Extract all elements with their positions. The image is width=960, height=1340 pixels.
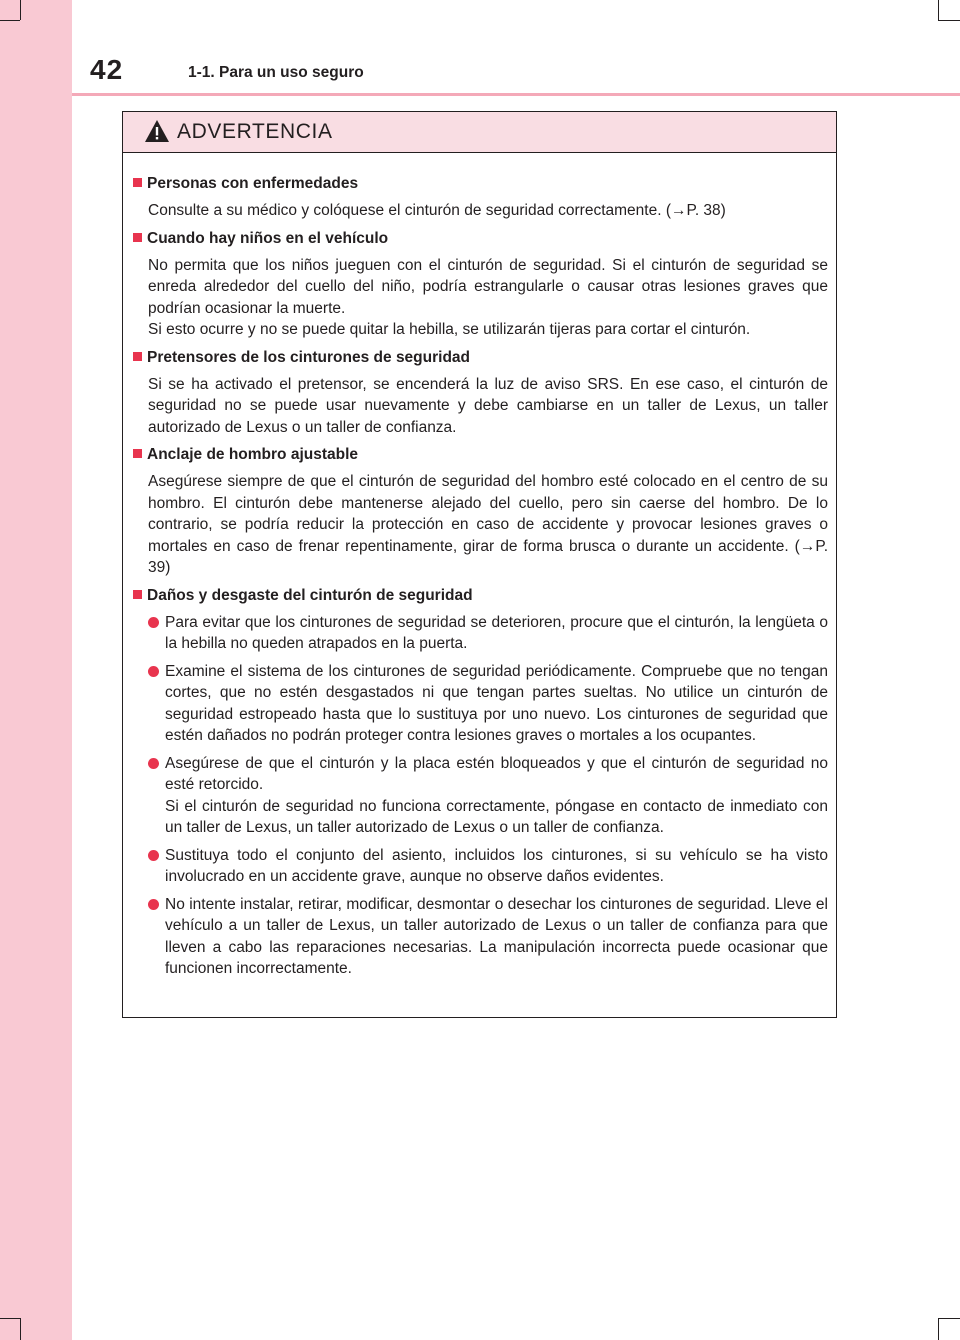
square-bullet-icon — [133, 233, 142, 242]
section-paragraph — [132, 471, 828, 579]
section-heading — [132, 228, 828, 249]
section-heading — [132, 173, 828, 194]
warning-triangle-icon — [144, 119, 170, 143]
page-number: 42 — [90, 54, 124, 85]
section-heading — [132, 444, 828, 465]
warning-section — [132, 347, 828, 439]
crop-mark — [20, 1318, 21, 1340]
bullet-text: No intente instalar, retirar, modificar, desmontar o desechar los cinturones de seguridad. Lleve el vehículo a un taller de Lexus, un taller autorizado de Lexus o un taller de confianza para que lleven a cabo las reparaciones necesarias. La manipulación incorrecta puede ocasionar que funcionen incorrectamente. — [165, 895, 828, 977]
paragraph-text: Si esto ocurre y no se puede quitar la hebilla, se utilizarán tijeras para cortar el cinturón. — [148, 321, 751, 338]
bullet-text: Asegúrese de que el cinturón y la placa estén bloqueados y que el cinturón de seguridad no esté retorcido. — [165, 754, 828, 793]
square-bullet-icon — [133, 590, 142, 599]
bullet-item — [132, 894, 828, 980]
section-title: 1-1. Para un uso seguro — [188, 64, 364, 81]
bullet-text: Examine el sistema de los cinturones de seguridad periódicamente. Compruebe que no tengan cortes, que no estén desgastados ni que tengan partes sueltas. No utilice un cinturón de seguridad estropeado hasta que lo sustituya por uno nuevo. Los cinturones de seguridad que estén dañados no podrán proteger contra lesiones graves o mortales a los ocupantes. — [165, 662, 828, 744]
header-rule — [72, 93, 960, 96]
square-bullet-icon — [133, 352, 142, 361]
paragraph-text: No permita que los niños jueguen con el cinturón de seguridad. Si el cinturón de seguridad se enreda alrededor del cuello del niño, podría estrangularle o causar otras lesiones graves que podrían ocasionar la muerte. — [148, 256, 828, 317]
warning-section — [132, 228, 828, 341]
section-heading-text: Anclaje de hombro ajustable — [147, 446, 359, 463]
warning-content — [123, 153, 836, 980]
section-heading — [132, 347, 828, 368]
section-paragraph — [132, 374, 828, 439]
section-heading-text: Pretensores de los cinturones de seguridad — [147, 348, 471, 366]
warning-header — [123, 112, 836, 153]
section-heading-text: Personas con enfermedades — [147, 175, 359, 192]
crop-mark — [0, 1318, 20, 1319]
round-bullet-icon — [148, 850, 159, 861]
crop-mark — [938, 20, 960, 21]
round-bullet-icon — [148, 617, 159, 628]
warning-box — [122, 111, 837, 1018]
bullet-item — [132, 753, 828, 839]
section-heading-text: Daños y desgaste del cinturón de seguridad — [147, 586, 473, 604]
square-bullet-icon — [133, 449, 142, 458]
warning-label: ADVERTENCIA — [177, 120, 333, 143]
crop-mark — [0, 20, 20, 21]
crop-mark — [938, 0, 939, 20]
bullet-text: Para evitar que los cinturones de seguridad se deterioren, procure que el cinturón, la lengüeta o la hebilla no queden atrapados en la puerta. — [165, 613, 828, 652]
crop-mark — [20, 0, 21, 20]
section-heading-text: Cuando hay niños en el vehículo — [147, 229, 389, 247]
paragraph-text: Asegúrese siempre de que el cinturón de seguridad del hombro esté colocado en el centro de su hombro. El cinturón debe mantenerse alejado del cuello, pero sin caerse del hombro. De lo contrario, se podría reducir la protección en caso de accidente y provocar lesiones graves o mortales en caso de frenar repentinamente, girar de forma brusca o durante un accidente. (→P. 39) — [148, 473, 828, 576]
bullet-item — [132, 845, 828, 888]
bullet-text: Sustituya todo el conjunto del asiento, incluidos los cinturones, si su vehículo se ha visto involucrado en un accidente grave, aunque no observe daños evidentes. — [165, 846, 828, 885]
page-side-tab — [0, 0, 72, 1340]
section-paragraph — [132, 255, 828, 341]
bullet-text: Si el cinturón de seguridad no funciona correctamente, póngase en contacto de inmediato con un taller de Lexus, un taller autorizado de Lexus o un taller de confianza. — [165, 797, 828, 836]
warning-section — [132, 173, 828, 222]
crop-mark — [938, 1318, 939, 1340]
bullet-item — [132, 661, 828, 747]
paragraph-text: Consulte a su médico y colóquese el cinturón de seguridad correctamente. (→P. 38) — [148, 202, 726, 219]
paragraph-text: Si se ha activado el pretensor, se encenderá la luz de aviso SRS. En ese caso, el cinturón de seguridad no se puede usar nuevamente y debe cambiarse en un taller de Lexus, un taller autorizado de Lexus o un taller de confianza. — [148, 375, 828, 436]
round-bullet-icon — [148, 666, 159, 677]
square-bullet-icon — [133, 178, 142, 187]
round-bullet-icon — [148, 758, 159, 769]
section-heading — [132, 585, 828, 606]
round-bullet-icon — [148, 899, 159, 910]
section-paragraph — [132, 200, 828, 222]
crop-mark — [938, 1318, 960, 1319]
warning-section — [132, 585, 828, 980]
warning-section — [132, 444, 828, 579]
bullet-item — [132, 612, 828, 655]
